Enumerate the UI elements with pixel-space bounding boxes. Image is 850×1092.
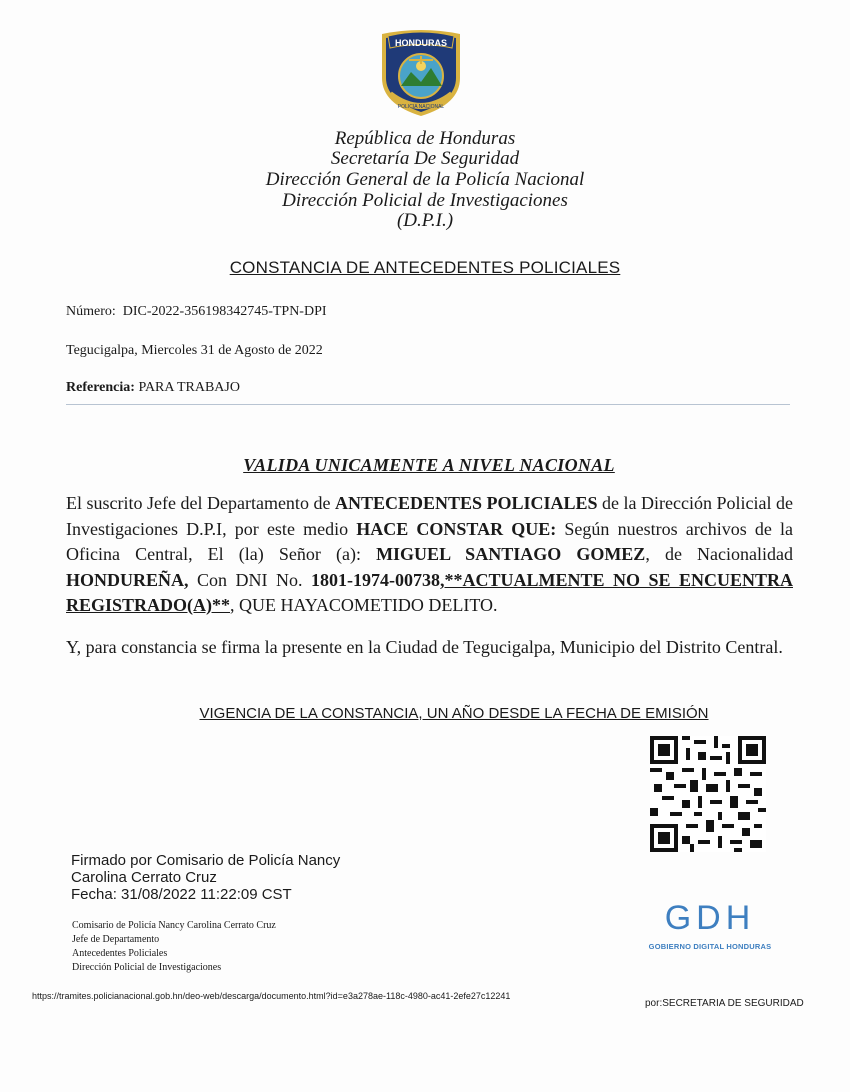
- department-name: ANTECEDENTES POLICIALES: [334, 493, 598, 513]
- signer-directorate: Dirección Policial de Investigaciones: [72, 962, 222, 973]
- hace-constar: HACE CONSTAR QUE:: [356, 518, 557, 539]
- gdh-logo: [640, 900, 780, 951]
- document-title: CONSTANCIA DE ANTECEDENTES POLICIALES: [229, 258, 621, 277]
- signer-department: Antecedentes Policiales: [72, 948, 168, 959]
- heading-line-direccion-policial: Dirección Policial de Investigaciones: [282, 190, 568, 211]
- closing-paragraph: Y, para constancia se firma la presente en la Ciudad de Tegucigalpa, Municipio del Distrito Central.: [66, 637, 783, 657]
- signed-line-2: Carolina Cerrato Cruz: [71, 869, 217, 886]
- gdh-wordmark: GDH: [664, 899, 756, 937]
- verification-url[interactable]: https://tramites.policianacional.gob.hn/deo-web/descarga/documento.html?id=e3a278ae-118c-4980-ac41-2efe27c12241: [32, 991, 511, 1001]
- heading-line-republica: República de Honduras: [334, 128, 516, 149]
- issuer-footer: por:SECRETARIA DE SEGURIDAD: [645, 998, 804, 1009]
- referencia-label: Referencia:: [66, 380, 135, 395]
- signer-details: [72, 919, 276, 975]
- nationality: HONDUREÑA,: [66, 569, 189, 590]
- svg-text:HONDURAS: HONDURAS: [394, 38, 448, 48]
- body-text: Según nuestros archivos de la Oficina Central, El (la) Señor (a):: [66, 518, 794, 564]
- heading-line-secretaria: Secretaría De Seguridad: [330, 148, 520, 169]
- body-text: de la Dirección Policial de Investigaciones D.P.I, por este medio: [66, 493, 794, 539]
- referencia-value: PARA TRABAJO: [138, 380, 240, 395]
- digital-signature-block: [71, 852, 340, 903]
- body-text: , QUE HAYACOMETIDO DELITO.: [230, 595, 498, 615]
- qr-code: [650, 736, 766, 852]
- svg-text:POLICIA NACIONAL: POLICIA NACIONAL: [397, 104, 445, 110]
- place-date: Tegucigalpa, Miercoles 31 de Agosto de 2022: [66, 343, 323, 358]
- numero-value: DIC-2022-356198342745-TPN-DPI: [122, 304, 327, 319]
- dni-number: 1801-1974-00738,: [310, 569, 445, 590]
- validity-title: VALIDA UNICAMENTE A NIVEL NACIONAL: [243, 455, 615, 475]
- certification-paragraph: [66, 491, 793, 619]
- policia-nacional-seal: [376, 28, 466, 118]
- document-number: [66, 304, 327, 320]
- heading-line-dpi: (D.P.I.): [396, 210, 454, 231]
- heading-line-direccion-general: Dirección General de la Policía Nacional: [265, 169, 585, 190]
- signer-role: Jefe de Departamento: [72, 934, 160, 945]
- record-status: **ACTUALMENTE NO SE ENCUENTRA REGISTRADO(A)**: [66, 569, 793, 615]
- reference: [66, 380, 240, 396]
- numero-label: Número:: [66, 304, 116, 319]
- signed-date: Fecha: 31/08/2022 11:22:09 CST: [71, 886, 292, 903]
- divider: [66, 404, 790, 405]
- signed-line-1: Firmado por Comisario de Policía Nancy: [71, 852, 341, 869]
- signer-name: Comisario de Policía Nancy Carolina Cerrato Cruz: [72, 920, 276, 931]
- vigencia-note: VIGENCIA DE LA CONSTANCIA, UN AÑO DESDE LA FECHA DE EMISIÓN: [199, 705, 709, 722]
- gdh-subtitle: GOBIERNO DIGITAL HONDURAS: [648, 942, 772, 951]
- body-text: , de Nacionalidad: [645, 544, 793, 564]
- body-text: El suscrito Jefe del Departamento de: [66, 493, 335, 513]
- body-text: Con DNI No.: [188, 569, 311, 590]
- person-name: MIGUEL SANTIAGO GOMEZ: [376, 544, 646, 564]
